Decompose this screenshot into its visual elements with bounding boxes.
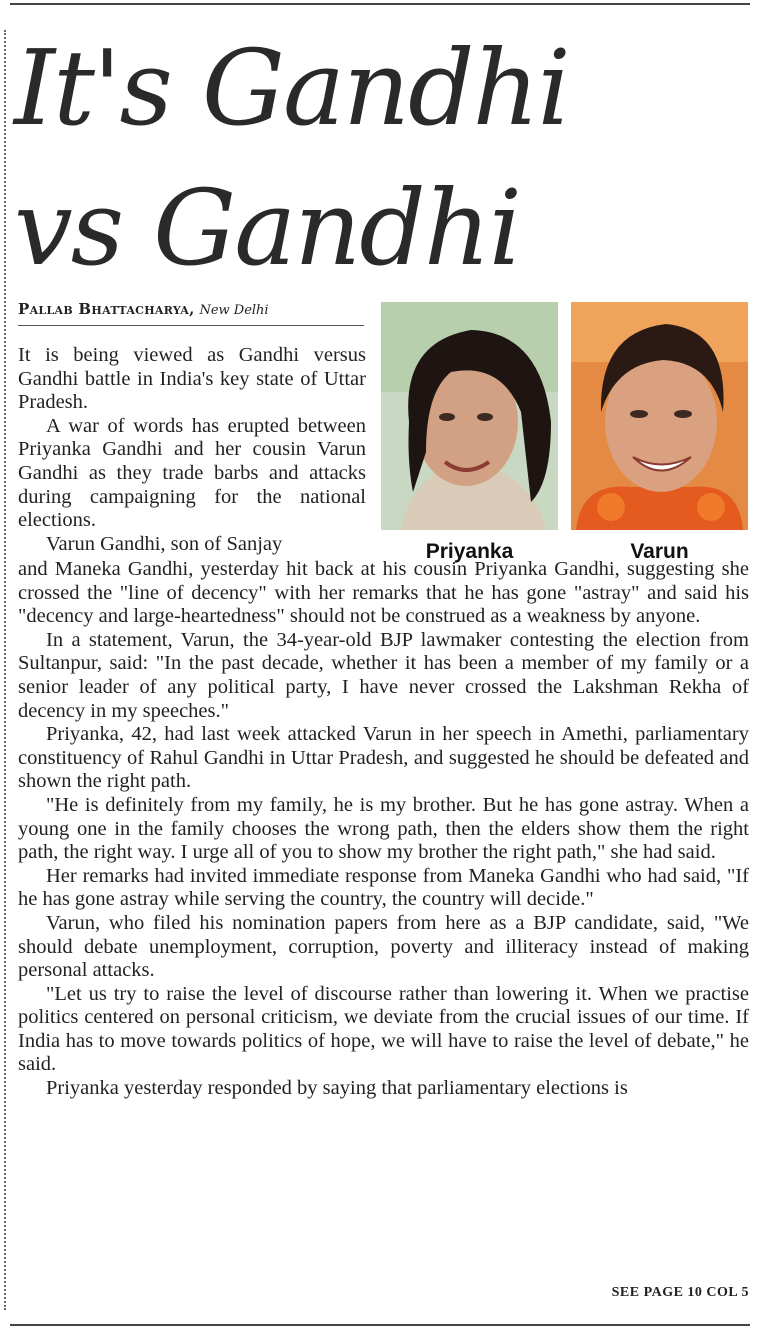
article-left-column — [18, 344, 366, 556]
article-paragraph: Varun Gandhi, son of Sanjay — [46, 532, 283, 555]
priyanka-photo — [381, 302, 558, 530]
varun-photo — [571, 302, 748, 530]
article-paragraph: Priyanka, 42, had last week attacked Varun in her speech in Amethi, parliamentary constituency of Rahul Gandhi in Uttar Pradesh, and suggested he should be defeated and shown the right path. — [18, 723, 749, 793]
article-paragraph: In a statement, Varun, the 34-year-old BJP lawmaker contesting the election from Sultanpur, said: "In the past decade, whether it has been a member of my family or a senior leader of any political party, I have never crossed the Lakshman Rekha of decency in my speeches." — [18, 628, 749, 722]
article-paragraph: A war of words has erupted between Priyanka Gandhi and her cousin Varun Gandhi as they trade barbs and attacks during campaigning for the national elections. — [18, 414, 366, 532]
headline-line-2: vs Gandhi — [14, 167, 521, 289]
article-paragraph: and Maneka Gandhi, yesterday hit back at his cousin Priyanka Gandhi, suggesting she crossed the "line of decency" with her remarks that he has gone "astray" and said his "decency and large-heartedness" should not be construed as a weakness by anyone. — [18, 558, 749, 628]
author-name: Pallab Bhattacharya, — [18, 300, 195, 318]
continuation-jump: SEE PAGE 10 COL 5 — [611, 1285, 749, 1300]
dateline-location: New Delhi — [199, 303, 269, 318]
article-paragraph: Her remarks had invited immediate response from Maneka Gandhi who had said, "If he has gone astray while serving the country, the country will decide." — [18, 864, 749, 911]
portrait-priyanka-icon — [381, 302, 558, 530]
article-paragraph: "He is definitely from my family, he is my brother. But he has gone astray. When a young one in the family chooses the wrong path, then the elders show them the right path, the right way. I urge all of you to show my brother the right path," she had said. — [18, 793, 749, 864]
priyanka-caption: Priyanka — [425, 540, 514, 563]
article-wide-column — [18, 558, 749, 1101]
byline — [18, 300, 364, 326]
headline-line-1: It's Gandhi — [14, 27, 569, 149]
top-rule — [10, 3, 750, 5]
dotted-column-rule — [4, 30, 6, 1310]
article-paragraph: "Let us try to raise the level of discourse rather than lowering it. When we practise politics centered on personal criticism, we deviate from the crucial issues of our time. If India has to move towards politics of hope, we will have to raise the level of debate," he said. — [18, 982, 749, 1076]
bottom-rule — [10, 1324, 750, 1326]
article-paragraph: Varun, who filed his nomination papers from here as a BJP candidate, said, "We should debate unemployment, corruption, poverty and illiteracy instead of making personal attacks. — [18, 911, 749, 982]
article-paragraph: Priyanka yesterday responded by saying that parliamentary elections is — [46, 1077, 628, 1100]
varun-caption: Varun — [630, 540, 689, 563]
portrait-varun-icon — [571, 302, 748, 530]
article-paragraph: It is being viewed as Gandhi versus Gandhi battle in India's key state of Uttar Pradesh. — [18, 344, 366, 414]
